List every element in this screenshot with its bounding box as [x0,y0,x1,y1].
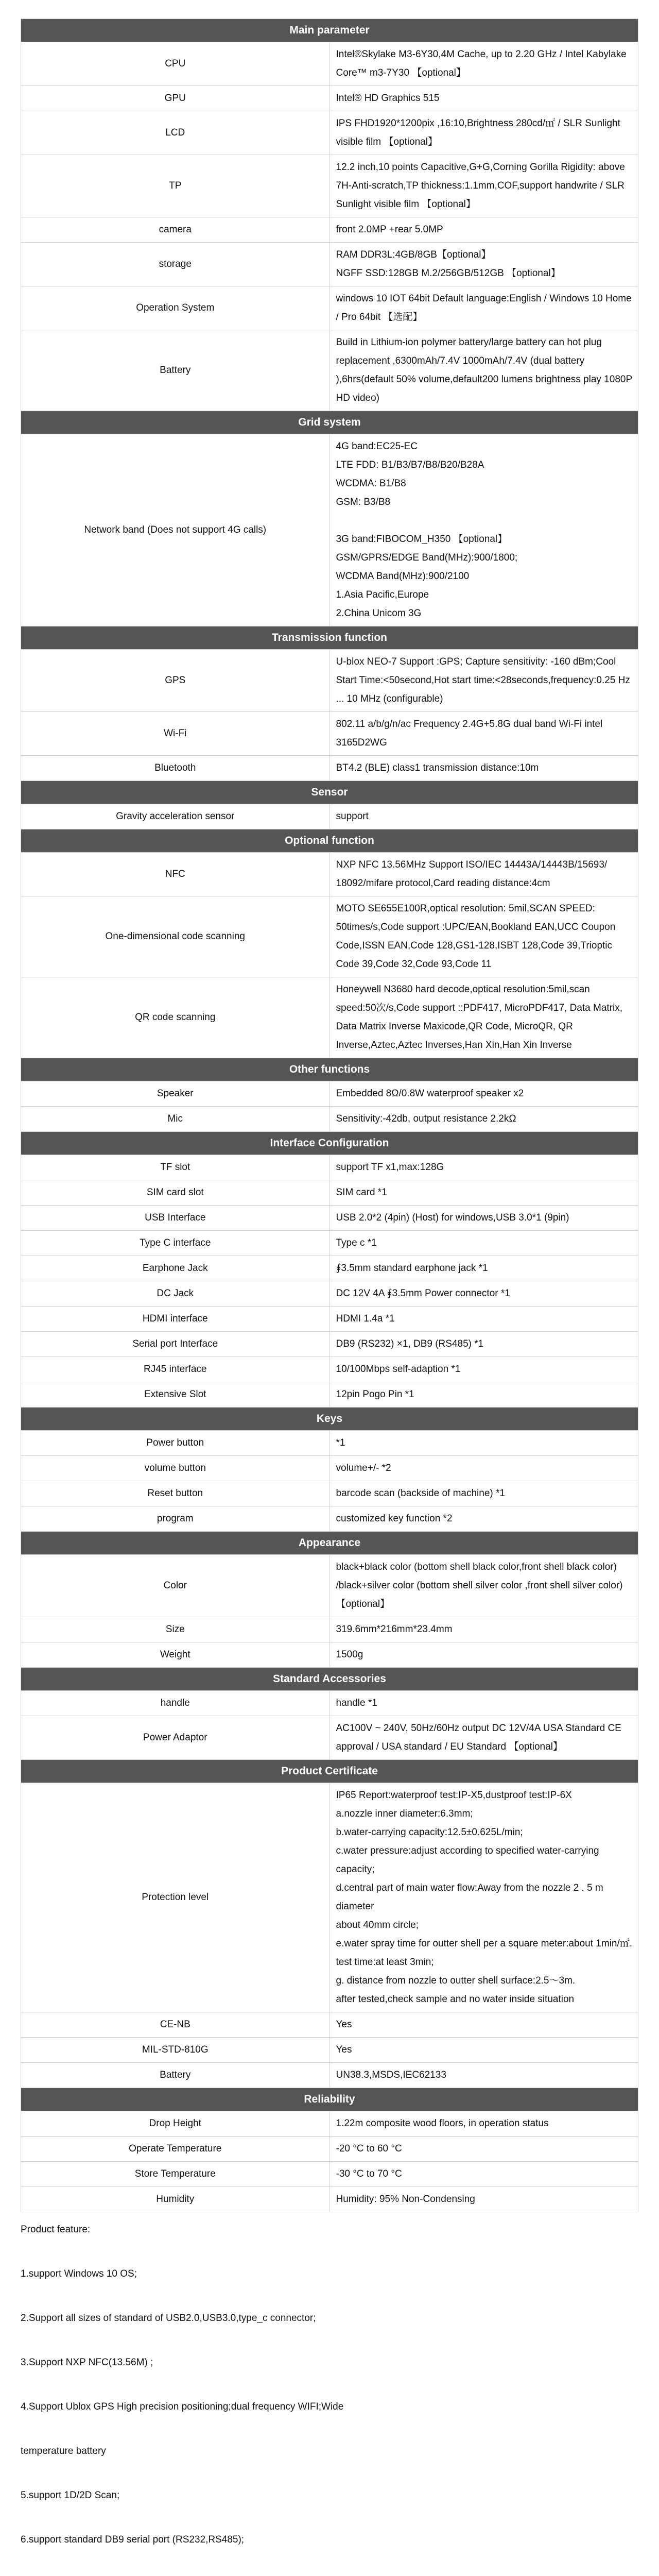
spec-label: Size [21,1617,330,1642]
section-title: Transmission function [21,626,638,650]
spec-row [21,896,638,977]
spec-value: *1 [330,1431,638,1456]
spec-row [21,977,638,1058]
section-header-row [21,411,638,434]
section-title: Standard Accessories [21,1668,638,1691]
spec-label: Battery [21,330,330,411]
spec-label: GPS [21,650,330,712]
spec-label: Gravity acceleration sensor [21,804,330,829]
spec-row [21,217,638,243]
section-title: Interface Configuration [21,1132,638,1155]
section-title: Sensor [21,781,638,804]
spec-row [21,1081,638,1107]
spec-value: Humidity: 95% Non-Condensing [330,2187,638,2212]
spec-label: One-dimensional code scanning [21,896,330,977]
feature-item: 2.Support all sizes of standard of USB2.0,USB3.0,type_c connector; [21,2313,316,2324]
spec-value: 12.2 inch,10 points Capacitive,G+G,Corning Gorilla Rigidity: above 7H-Anti-scratch,TP thickness:1.1mm,COF,support handwrite / SLR Sunlight visible film 【optional】 [330,155,638,217]
spec-value: DB9 (RS232) ×1, DB9 (RS485) *1 [330,1332,638,1357]
spec-value: Intel®Skylake M3-6Y30,4M Cache, up to 2.20 GHz / Intel Kabylake Core™ m3-7Y30 【optional】 [330,42,638,86]
spec-value: Yes [330,2038,638,2063]
spec-label: TP [21,155,330,217]
spec-row [21,2162,638,2187]
spec-row [21,1555,638,1617]
spec-row [21,86,638,111]
spec-label: Protection level [21,1783,330,2012]
spec-label: handle [21,1691,330,1716]
spec-value: Honeywell N3680 hard decode,optical resolution:5mil,scan speed:50次/s,Code support ::PDF417, MicroPDF417, Data Matrix, Data Matrix Inverse Maxicode,QR Code, MicroQR, QR Inverse,Aztec,Aztec Inverses,Han Xin,Han Xin Inverse [330,977,638,1058]
spec-label: RJ45 interface [21,1357,330,1382]
spec-label: Wi-Fi [21,712,330,756]
section-header-row [21,626,638,650]
spec-label: Mic [21,1107,330,1132]
feature-item: 6.support standard DB9 serial port (RS232,RS485); [21,2534,245,2545]
section-title: Appearance [21,1532,638,1555]
spec-label: Type C interface [21,1231,330,1256]
spec-row [21,1456,638,1481]
spec-row [21,1107,638,1132]
spec-value: DC 12V 4A ∮3.5mm Power connector *1 [330,1281,638,1307]
spec-row [21,1155,638,1180]
feature-item: temperature battery [21,2446,106,2456]
spec-value: Embedded 8Ω/0.8W waterproof speaker x2 [330,1081,638,1107]
spec-label: CPU [21,42,330,86]
spec-label: SIM card slot [21,1180,330,1206]
section-title: Other functions [21,1058,638,1081]
spec-row [21,1783,638,2012]
spec-row [21,1307,638,1332]
spec-value: -20 °C to 60 °C [330,2137,638,2162]
spec-label: Weight [21,1642,330,1668]
spec-label: GPU [21,86,330,111]
spec-label: Power Adaptor [21,1716,330,1760]
spec-row [21,1617,638,1642]
spec-label: HDMI interface [21,1307,330,1332]
feature-list [21,2212,638,2576]
spec-row [21,1206,638,1231]
spec-row [21,1481,638,1506]
spec-row [21,42,638,86]
spec-label: MIL-STD-810G [21,2038,330,2063]
spec-label: Bluetooth [21,756,330,781]
spec-label: camera [21,217,330,243]
spec-value: 12pin Pogo Pin *1 [330,1382,638,1408]
spec-row [21,1691,638,1716]
spec-label: Humidity [21,2187,330,2212]
spec-row [21,2137,638,2162]
spec-value: UN38.3,MSDS,IEC62133 [330,2063,638,2088]
spec-label: program [21,1506,330,1532]
spec-row [21,804,638,829]
feature-item: 1.support Windows 10 OS; [21,2268,137,2279]
spec-row [21,853,638,896]
spec-label: Drop Height [21,2111,330,2137]
spec-row [21,286,638,330]
spec-row [21,1256,638,1281]
spec-label: CE-NB [21,2012,330,2038]
spec-value: HDMI 1.4a *1 [330,1307,638,1332]
spec-value: handle *1 [330,1691,638,1716]
spec-value: support TF x1,max:128G [330,1155,638,1180]
spec-row [21,330,638,411]
spec-value: SIM card *1 [330,1180,638,1206]
section-header-row [21,19,638,42]
spec-value: windows 10 IOT 64bit Default language:English / Windows 10 Home / Pro 64bit 【选配】 [330,286,638,330]
spec-row [21,434,638,626]
spec-value: Intel® HD Graphics 515 [330,86,638,111]
section-header-row [21,1408,638,1431]
spec-value: BT4.2 (BLE) class1 transmission distance:10m [330,756,638,781]
feature-item: 5.support 1D/2D Scan; [21,2490,120,2501]
spec-label: volume button [21,1456,330,1481]
spec-row [21,155,638,217]
spec-value: support [330,804,638,829]
spec-table [21,19,638,2212]
spec-label: Operate Temperature [21,2137,330,2162]
feature-item: 3.Support NXP NFC(13.56M) ; [21,2357,153,2368]
section-header-row [21,1760,638,1783]
section-header-row [21,1532,638,1555]
spec-value: 10/100Mbps self-adaption *1 [330,1357,638,1382]
spec-label: TF slot [21,1155,330,1180]
section-title: Main parameter [21,19,638,42]
spec-label: Reset button [21,1481,330,1506]
spec-label: Store Temperature [21,2162,330,2187]
spec-label: Operation System [21,286,330,330]
spec-label: Earphone Jack [21,1256,330,1281]
spec-row [21,1180,638,1206]
spec-label: Extensive Slot [21,1382,330,1408]
spec-label: LCD [21,111,330,155]
spec-value: Yes [330,2012,638,2038]
spec-value: front 2.0MP +rear 5.0MP [330,217,638,243]
spec-row [21,1642,638,1668]
spec-row [21,1716,638,1760]
spec-label: NFC [21,853,330,896]
spec-sheet [21,0,638,2576]
section-header-row [21,2088,638,2111]
section-header-row [21,781,638,804]
spec-row [21,1431,638,1456]
spec-value: Type c *1 [330,1231,638,1256]
spec-row [21,2012,638,2038]
spec-value: 319.6mm*216mm*23.4mm [330,1617,638,1642]
section-header-row [21,829,638,853]
spec-label: Color [21,1555,330,1617]
spec-row [21,712,638,756]
spec-value: Sensitivity:-42db, output resistance 2.2kΩ [330,1107,638,1132]
section-title: Product Certificate [21,1760,638,1783]
spec-value: ∮3.5mm standard earphone jack *1 [330,1256,638,1281]
section-title: Keys [21,1408,638,1431]
section-title: Grid system [21,411,638,434]
spec-row [21,650,638,712]
section-title: Optional function [21,829,638,853]
spec-row [21,1231,638,1256]
spec-value: 1500g [330,1642,638,1668]
spec-value: 4G band:EC25-EC LTE FDD: B1/B3/B7/B8/B20/B28A WCDMA: B1/B8 GSM: B3/B8 3G band:FIBOCOM_H350 【optional】 GSM/GPRS/EDGE Band(MHz):900/1800; WCDMA Band(MHz):900/2100 1.Asia Pacific,Europe 2.China Unicom 3G [330,434,638,626]
spec-row [21,2038,638,2063]
section-title: Reliability [21,2088,638,2111]
spec-label: Power button [21,1431,330,1456]
spec-label: Network band (Does not support 4G calls) [21,434,330,626]
spec-value: IPS FHD1920*1200pix ,16:10,Brightness 280cd/㎡ / SLR Sunlight visible film 【optional】 [330,111,638,155]
section-header-row [21,1132,638,1155]
spec-row [21,1281,638,1307]
spec-row [21,2111,638,2137]
spec-value: 1.22m composite wood floors, in operation status [330,2111,638,2137]
spec-value: U-blox NEO-7 Support :GPS; Capture sensitivity: -160 dBm;Cool Start Time:<50second,Hot start time:<28seconds,frequency:0.25 Hz ... 10 MHz (configurable) [330,650,638,712]
spec-label: USB Interface [21,1206,330,1231]
spec-row [21,756,638,781]
section-header-row [21,1668,638,1691]
spec-value: customized key function *2 [330,1506,638,1532]
spec-value: Build in Lithium-ion polymer battery/large battery can hot plug replacement ,6300mAh/7.4V 1000mAh/7.4V (dual battery ),6hrs(default 50% volume,default200 lumens brightness play 1080P HD video) [330,330,638,411]
spec-row [21,111,638,155]
spec-value: USB 2.0*2 (4pin) (Host) for windows,USB 3.0*1 (9pin) [330,1206,638,1231]
spec-value: NXP NFC 13.56MHz Support ISO/IEC 14443A/14443B/15693/ 18092/mifare protocol,Card reading distance:4cm [330,853,638,896]
spec-value: 802.11 a/b/g/n/ac Frequency 2.4G+5.8G dual band Wi-Fi intel 3165D2WG [330,712,638,756]
spec-label: Serial port Interface [21,1332,330,1357]
spec-value: AC100V ~ 240V, 50Hz/60Hz output DC 12V/4A USA Standard CE approval / USA standard / EU Standard 【optional】 [330,1716,638,1760]
spec-row [21,1332,638,1357]
spec-value: MOTO SE655E100R,optical resolution: 5mil,SCAN SPEED: 50times/s,Code support :UPC/EAN,Bookland EAN,UCC Coupon Code,ISSN EAN,Code 128,GS1-128,ISBT 128,Code 39,Trioptic Code 39,Code 32,Code 93,Code 11 [330,896,638,977]
spec-row [21,2063,638,2088]
spec-value: volume+/- *2 [330,1456,638,1481]
spec-label: storage [21,243,330,286]
spec-label: DC Jack [21,1281,330,1307]
spec-value: black+black color (bottom shell black color,front shell black color) /black+silver color (bottom shell silver color ,front shell silver color) 【optional】 [330,1555,638,1617]
spec-row [21,2187,638,2212]
spec-row [21,1506,638,1532]
spec-row [21,1382,638,1408]
spec-value: barcode scan (backside of machine) *1 [330,1481,638,1506]
feature-heading: Product feature: [21,2224,91,2235]
spec-value: IP65 Report:waterproof test:IP-X5,dustproof test:IP-6X a.nozzle inner diameter:6.3mm; b.water-carrying capacity:12.5±0.625L/min; c.water pressure:adjust according to specified water-carrying capacity; d.central part of main water flow:Away from the nozzle 2 . 5 m diameter about 40mm circle; e.water spray time for outter shell per a square meter:about 1min/㎡. test time:at least 3min; g. distance from nozzle to outter shell surface:2.5～3m. after tested,check sample and no water inside situation [330,1783,638,2012]
spec-value: RAM DDR3L:4GB/8GB【optional】 NGFF SSD:128GB M.2/256GB/512GB 【optional】 [330,243,638,286]
spec-row [21,243,638,286]
spec-label: QR code scanning [21,977,330,1058]
spec-label: Battery [21,2063,330,2088]
spec-row [21,1357,638,1382]
feature-item: 4.Support Ublox GPS High precision positioning;dual frequency WIFI;Wide [21,2401,344,2412]
section-header-row [21,1058,638,1081]
spec-label: Speaker [21,1081,330,1107]
spec-value: -30 °C to 70 °C [330,2162,638,2187]
